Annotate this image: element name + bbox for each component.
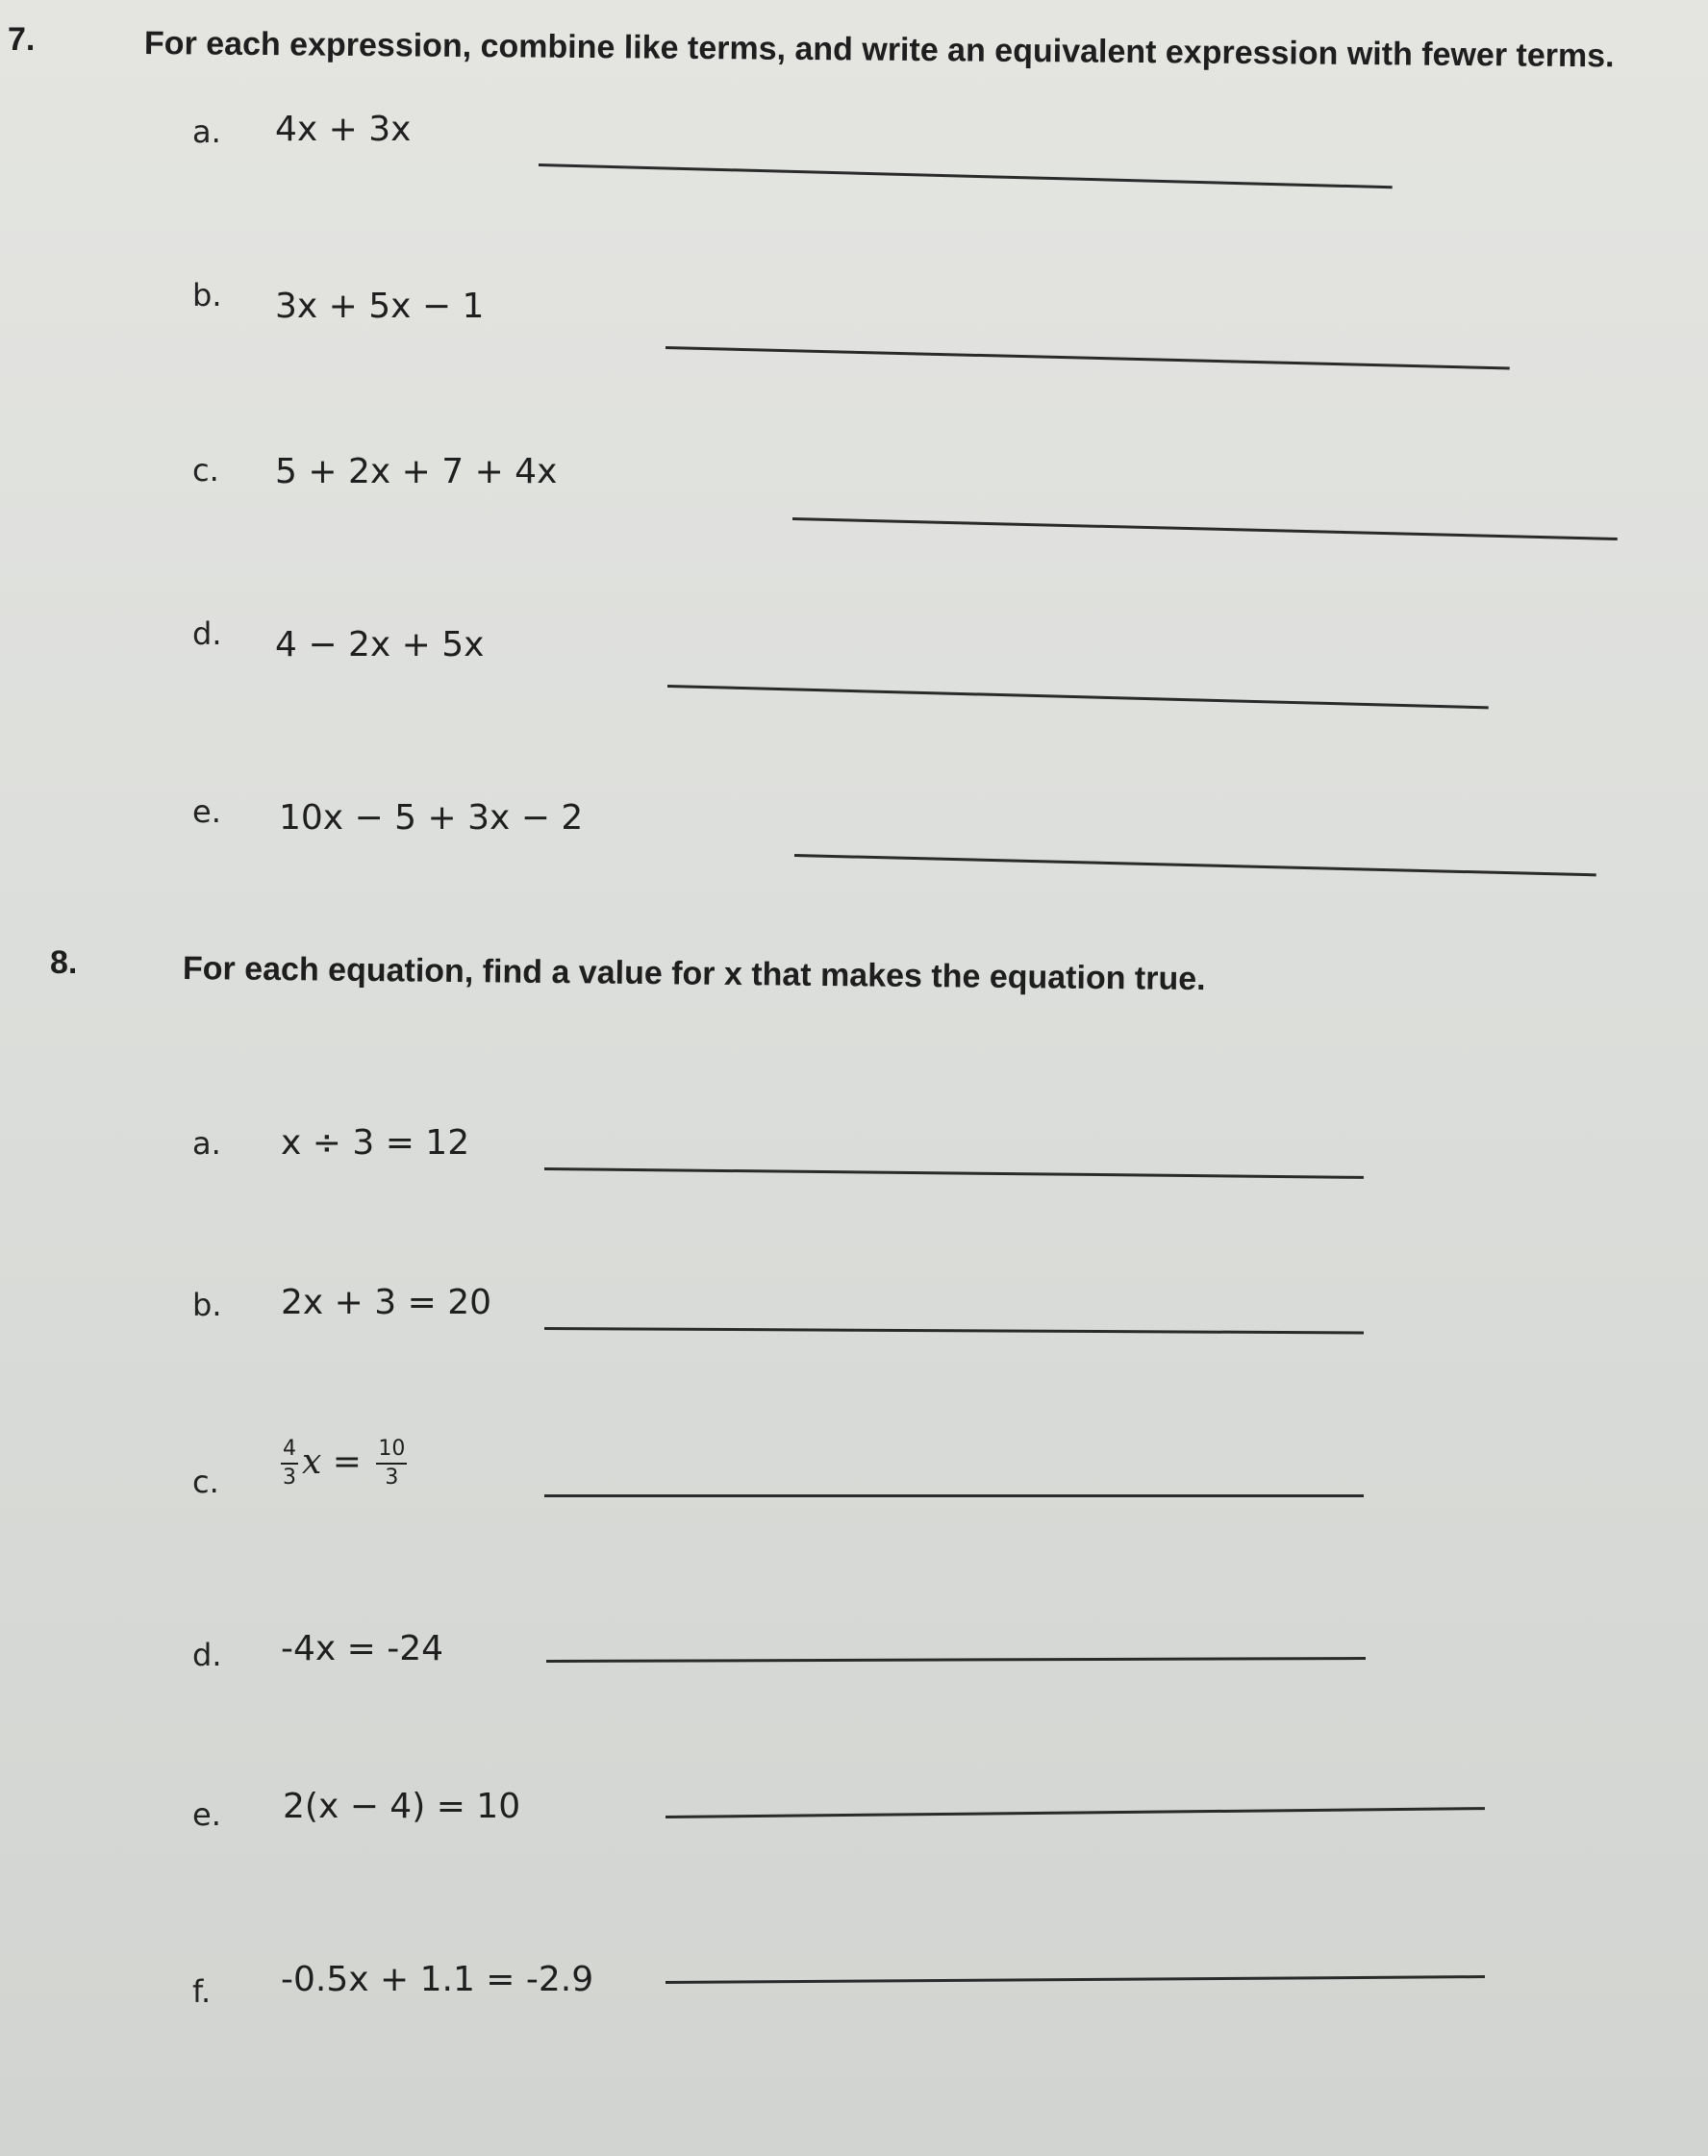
problem-8b-letter: b. [192, 1287, 222, 1323]
problem-7b-letter: b. [192, 277, 222, 313]
problem-8d-equation: -4x = -24 [281, 1629, 444, 1668]
problem-8d-answer-line[interactable] [546, 1657, 1366, 1663]
problem-8e-letter: e. [192, 1796, 221, 1833]
problem-8f-answer-line[interactable] [666, 1975, 1485, 1984]
problem-7d-expression: 4 − 2x + 5x [275, 625, 485, 664]
problem-8a-letter: a. [192, 1125, 221, 1162]
problem-8c-coefficient-denominator: 3 [283, 1466, 296, 1490]
problem-8c-middle: x = [302, 1442, 362, 1482]
problem-7d-answer-line[interactable] [667, 685, 1489, 709]
problem-8c-coefficient-numerator: 4 [281, 1439, 298, 1465]
problem-8c-rhs-denominator: 3 [385, 1466, 399, 1490]
problem-7d-letter: d. [192, 615, 222, 652]
problem-7-number: 7. [8, 21, 36, 58]
problem-7b-expression: 3x + 5x − 1 [275, 287, 485, 326]
problem-8b-equation: 2x + 3 = 20 [281, 1283, 492, 1322]
problem-7e-expression: 10x − 5 + 3x − 2 [279, 798, 584, 838]
problem-7e-answer-line[interactable] [794, 854, 1596, 876]
problem-7-instruction: For each expression, combine like terms, and write an equivalent expression with fewer terms. [143, 25, 1615, 75]
problem-8c-rhs-numerator: 10 [376, 1439, 407, 1465]
problem-8f-equation: -0.5x + 1.1 = -2.9 [281, 1960, 594, 1999]
problem-7a-answer-line[interactable] [539, 163, 1393, 188]
problem-8a-equation: x ÷ 3 = 12 [281, 1123, 470, 1163]
problem-7c-expression: 5 + 2x + 7 + 4x [275, 452, 558, 491]
problem-7e-letter: e. [192, 793, 221, 830]
problem-8-number: 8. [50, 944, 78, 981]
problem-8c-letter: c. [192, 1464, 219, 1500]
problem-8c-equation [277, 1439, 411, 1489]
problem-8c-rhs-fraction [376, 1439, 407, 1489]
problem-8a-answer-line[interactable] [544, 1167, 1364, 1179]
problem-7a-letter: a. [192, 113, 221, 150]
problem-7a-expression: 4x + 3x [275, 110, 412, 149]
problem-8c-coefficient-fraction [281, 1439, 298, 1489]
problem-7c-answer-line[interactable] [792, 517, 1618, 540]
problem-7c-letter: c. [192, 452, 219, 489]
problem-8e-equation: 2(x − 4) = 10 [283, 1787, 521, 1826]
problem-7b-answer-line[interactable] [666, 346, 1510, 369]
problem-8b-answer-line[interactable] [544, 1327, 1364, 1334]
problem-8e-answer-line[interactable] [666, 1807, 1485, 1818]
problem-8d-letter: d. [192, 1637, 222, 1673]
problem-8c-answer-line[interactable] [544, 1494, 1364, 1497]
problem-8-instruction: For each equation, find a value for x that makes the equation true. [182, 950, 1206, 998]
problem-8f-letter: f. [192, 1973, 212, 2010]
